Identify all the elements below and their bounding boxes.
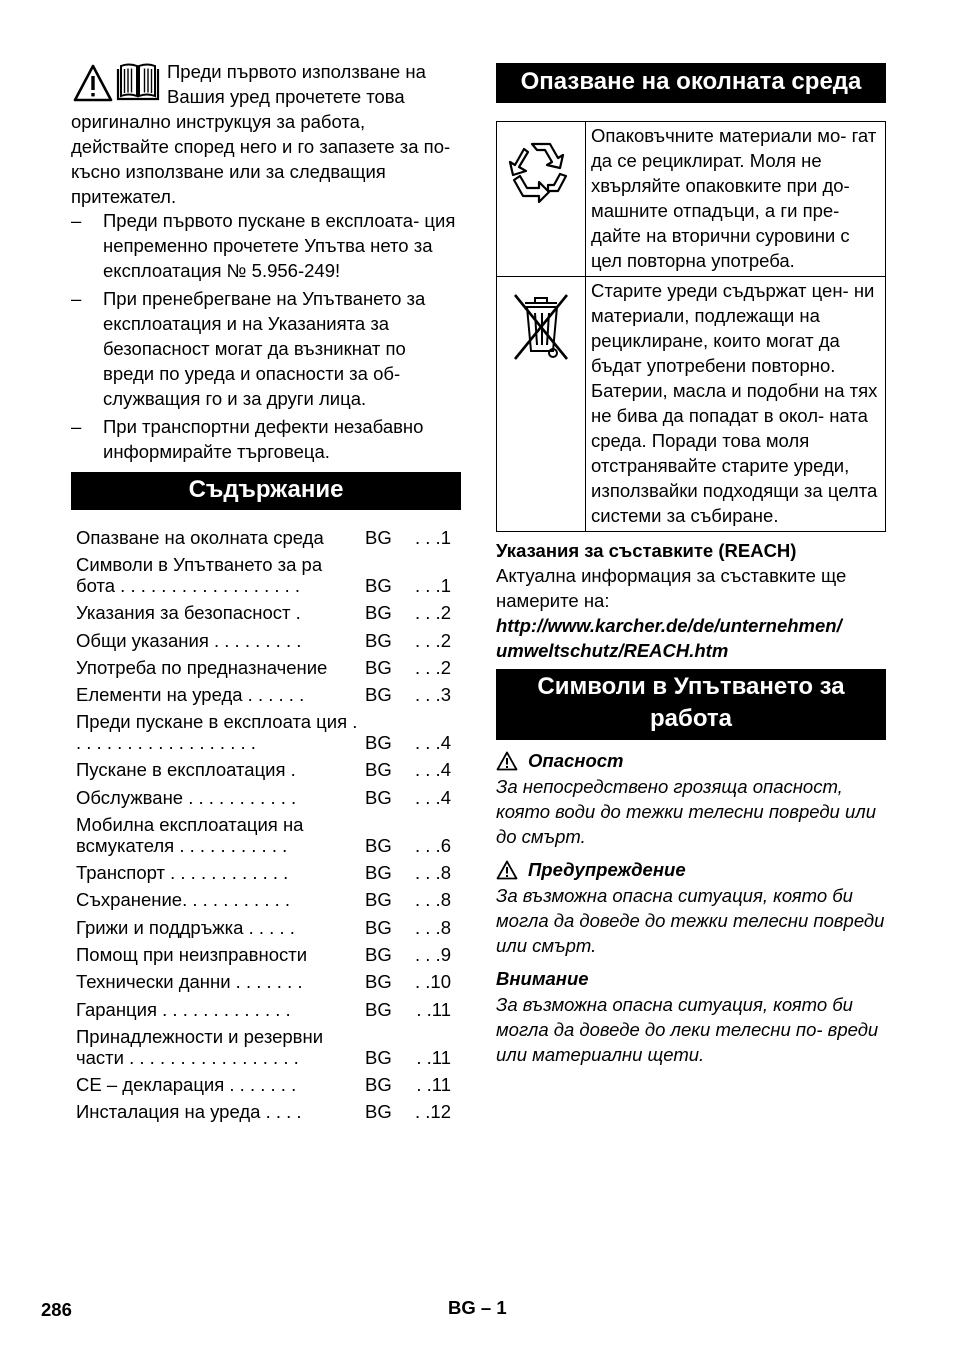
reach-section <box>496 538 886 663</box>
toc-entry[interactable]: Гаранция . . . . . . . . . . . . . BG . .11 <box>76 998 451 1020</box>
toc-entry[interactable]: Символи в Упътването за ра бота . . . . . . . . . . . . . . . . . . BG . . .1 <box>76 554 451 597</box>
symbol-warning-heading: Предупреждение <box>496 857 886 883</box>
table-row <box>497 277 885 531</box>
toc-entry[interactable]: Пускане в експлоатация . BG . . .4 <box>76 759 451 781</box>
reach-link-line1: http://www.karcher.de/de/unternehmen/ <box>496 615 842 636</box>
list-item: – При транспортни дефекти незабавно информирайте търговеца. <box>71 416 424 462</box>
toc-entry[interactable]: Общи указания . . . . . . . . . BG . . .2 <box>76 629 451 651</box>
reach-link[interactable] <box>496 613 886 663</box>
toc-entry[interactable]: Грижи и поддръжка . . . . . BG . . .8 <box>76 916 451 938</box>
recycle-icon <box>504 134 578 208</box>
env-icon-cell <box>497 277 586 531</box>
intro-section <box>71 59 461 209</box>
bullet-list <box>71 208 461 467</box>
toc-entry[interactable]: Принадлежности и резервни части . . . . . . . . . . . . . . . . . BG . .11 <box>76 1025 451 1068</box>
table-of-contents <box>71 527 461 1128</box>
toc-entry[interactable]: Мобилна експлоатация на всмукателя . . . . . . . . . . . BG . . .6 <box>76 814 451 857</box>
symbol-danger-text: За непосредствено грозяща опасност, която води до тежки телесни повреди или до смърт. <box>496 776 876 847</box>
list-item: – Преди първото пускане в експлоата- ция непременно прочетете Упътва нето за експлоатация № 5.956-249! <box>71 210 456 281</box>
intro-icons <box>71 59 161 105</box>
symbols-heading: Символи в Упътването за работа <box>496 669 886 740</box>
env-text: Опаковъчните материали мо- гат да се рециклират. Моля не хвърляйте опаковките при до- машните отпадъци, а ги пре- дайте на вторични суровини с цел повторна употреба. <box>591 125 877 271</box>
toc-entry[interactable]: Обслужване . . . . . . . . . . . BG . . .4 <box>76 786 451 808</box>
warning-icon <box>496 860 518 880</box>
intro-text: Преди първото използване на Вашия уред прочетете това оригинално инструкцуя за работа, действайте според него и го запазете за по-късно използване или за следващия притежател. <box>71 61 451 207</box>
toc-entry[interactable]: Помощ при неизправности BG . . .9 <box>76 943 451 965</box>
reach-heading: Указания за съставките (REACH) <box>496 540 797 561</box>
toc-entry[interactable]: Елементи на уреда . . . . . . BG . . .3 <box>76 684 451 706</box>
toc-entry[interactable]: Транспорт . . . . . . . . . . . . BG . . .8 <box>76 862 451 884</box>
list-item: – При пренебрегване на Упътването за експлоатация и на Указанията за безопасност могат да възникнат по вреди по уреда и опасности за об- служващия го и за други лица. <box>71 288 426 409</box>
reach-text: Актуална информация за съставките ще намерите на: <box>496 565 847 611</box>
crossed-bin-icon <box>509 289 573 363</box>
toc-entry[interactable]: Технически данни . . . . . . . BG . .10 <box>76 971 451 993</box>
toc-entry[interactable]: Употреба по предназначение BG . . .2 <box>76 656 451 678</box>
symbol-caution-heading: Внимание <box>496 968 589 989</box>
toc-entry[interactable]: СЕ – декларация . . . . . . . BG . .11 <box>76 1073 451 1095</box>
env-text: Старите уреди съдържат цен- ни материали, подлежащи на рециклиране, които могат да бъдат употребени повторно. Батерии, масла и подобни на тях не бива да попадат в окол- ната среда. Поради това моля отстранявайте старите уреди, използвайки подходящи за целта системи за събиране. <box>591 280 878 526</box>
warning-icon <box>496 751 518 771</box>
toc-entry[interactable]: Инсталация на уреда . . . . BG . .12 <box>76 1101 451 1123</box>
manual-book-icon <box>115 63 161 103</box>
symbols-section <box>496 748 886 1075</box>
page-number: 286 <box>41 1299 72 1320</box>
warning-triangle-icon <box>73 63 113 103</box>
env-icon-cell <box>497 122 586 276</box>
toc-entry[interactable]: Опазване на околната среда BG . . .1 <box>76 527 451 548</box>
page-code: BG – 1 <box>448 1297 507 1318</box>
symbol-warning-text: За възможна опасна ситуация, която би могла да доведе до тежки телесни повреди или смърт. <box>496 885 885 956</box>
toc-entry[interactable]: Преди пускане в експлоата ция . . . . . . . . . . . . . . . . . . . BG . . .4 <box>76 711 451 754</box>
environment-table <box>496 121 886 532</box>
toc-entry[interactable]: Съхранение. . . . . . . . . . . BG . . .8 <box>76 889 451 911</box>
environment-heading: Опазване на околната среда <box>496 63 886 103</box>
toc-entry[interactable]: Указания за безопасност . BG . . .2 <box>76 602 451 624</box>
symbol-caution-text: За възможна опасна ситуация, която би могла да доведе до леки телесни по- вреди или материални щети. <box>496 994 879 1065</box>
table-row <box>497 122 885 277</box>
toc-heading: Съдържание <box>71 472 461 510</box>
symbol-danger-heading: Опасност <box>496 748 886 774</box>
reach-link-line2: umweltschutz/REACH.htm <box>496 640 729 661</box>
